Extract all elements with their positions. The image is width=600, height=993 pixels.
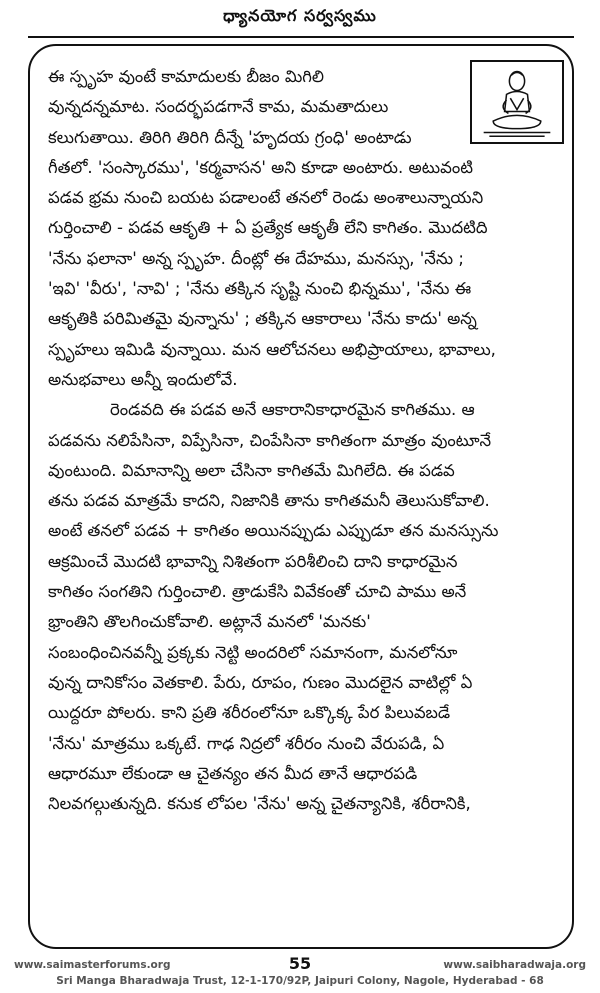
page-header-title: ధ్యానయోగ సర్వస్వము: [223, 6, 377, 25]
text-line: నిలవగల్గుతున్నది. కనుక లోపల 'నేను' అన్న చైతన్యానికి, శరీరానికి,: [48, 794, 471, 814]
footer-website-right: www.saibharadwaja.org: [443, 959, 586, 971]
text-line: స్పృహలు ఇమిడి వున్నాయి. మన ఆలోచనలు అభిప్రాయాలు, భావాలు,: [48, 339, 496, 359]
text-line: రెండవది ఈ పడవ అనే ఆకారానికాధారమైన కాగితము. ఆ: [110, 400, 475, 420]
footer-address: Sri Manga Bharadwaja Trust, 12-1-170/92P, Jaipuri Colony, Nagole, Hyderabad - 68: [56, 975, 544, 987]
text-line: కలుగుతాయి. తిరిగి తిరిగి దీన్నే 'హృదయ గ్రంధి' అంటాడు: [48, 127, 412, 147]
text-line: 'నేను ఫలానా' అన్న స్పృహ. దీంట్లో ఈ దేహము, మనస్సు, 'నేను ;: [48, 248, 464, 268]
text-line: 'ఇవి' 'వీరు', 'నావి' ; 'నేను తక్కిన సృష్టి నుంచి భిన్నము', 'నేను ఈ: [48, 279, 472, 299]
text-line: గీతలో. 'సంస్కారము', 'కర్మవాసన' అని కూడా అంటారు. అటువంటి: [48, 157, 473, 177]
footer-website-left: www.saimasterforums.org: [14, 959, 171, 971]
text-line: తను పడవ మాత్రమే కాదని, నిజానికి తాను కాగితమనీ తెలుసుకోవాలి.: [48, 491, 490, 511]
text-line: ఆక్రమించే మొదటి భావాన్ని నిశితంగా పరిశీలించి దాని కాధారమైన: [48, 551, 458, 571]
text-line: అంటే తనలో పడవ + కాగితం అయినప్పుడు ఎప్పుడూ తన మనస్సును: [48, 521, 499, 541]
text-line: ఆకృతికి పరిమితమై వున్నాను' ; తక్కిన ఆకారాలు 'నేను కాదు' అన్న: [48, 309, 477, 329]
text-line: గుర్తించాలి - పడవ ఆకృతి + ఏ ప్రత్యేక ఆకృతీ లేని కాగితం. మొదటిది: [48, 218, 488, 238]
text-line: వుంటుంది. విమానాన్ని అలా చేసినా కాగితమే మిగిలేది. ఈ పడవ: [48, 460, 455, 480]
text-line: యిద్దరూ పోలరు. కాని ప్రతి శరీరంలోనూ ఒక్కొక్క పేర పిలువబడే: [48, 703, 451, 723]
page-number: 55: [288, 954, 312, 973]
header-divider: [28, 36, 574, 38]
text-line: కాగితం సంగతిని గుర్తించాలి. త్రాడుకేసి వివేకంతో చూచి పాము అనే: [48, 582, 467, 602]
text-line: వున్నదన్నమాట. సందర్భపడగానే కామ, మమతాదులు: [48, 97, 389, 117]
text-line: ఈ స్పృహ వుంటే కామాదులకు బీజం మిగిలి: [48, 67, 325, 86]
text-line: పడవ భ్రమ నుంచి బయట పడాలంటే తనలో రెండు అంశాలున్నాయని: [48, 188, 484, 208]
text-line: వున్న దానికోసం వెతకాలి. పేరు, రూపం, గుణం మొదలైన వాటిల్లో ఏ: [48, 672, 473, 692]
text-line: సంబంధించినవన్నీ ప్రక్కకు నెట్టి అందరిలో సమానంగా, మనలోనూ: [48, 642, 458, 662]
text-line: భ్రాంతిని తొలగించుకోవాలి. అట్లానే మనలో 'మనకు': [48, 612, 371, 632]
body-text: [48, 62, 558, 819]
text-line: ఆధారమూ లేకుండా ఆ చైతన్యం తన మీద తానే ఆధారపడి: [48, 763, 418, 783]
text-line: 'నేను' మాత్రము ఒక్కటే. గాఢ నిద్రలో శరీరం నుంచి వేరుపడి, ఏ: [48, 733, 445, 753]
text-line: పడవను నలిపేసినా, విప్పేసినా, చింపేసినా కాగితంగా మాత్రం వుంటూనే: [48, 430, 492, 450]
text-line: అనుభవాలు అన్నీ ఇందులోవే.: [48, 369, 238, 389]
